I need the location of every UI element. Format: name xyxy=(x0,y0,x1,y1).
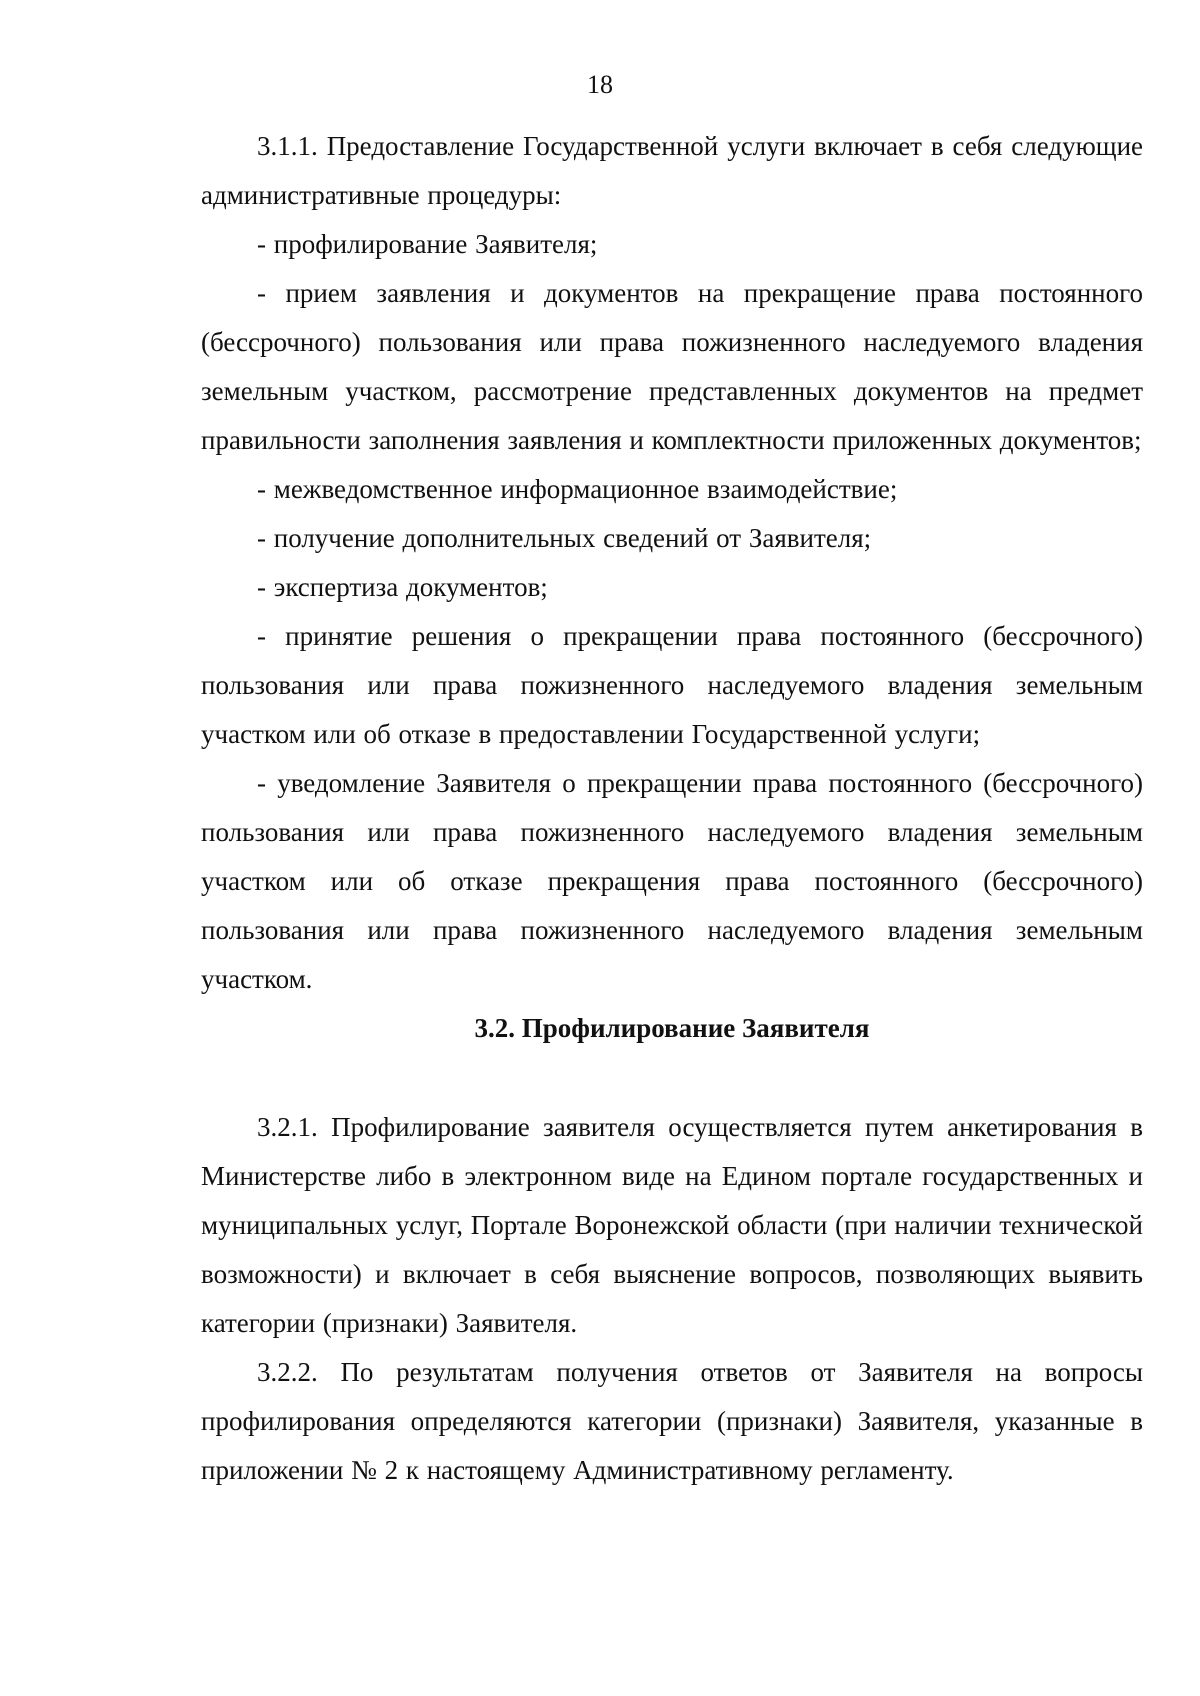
page-number: 18 xyxy=(587,70,613,99)
list-item-profiling: - профилирование Заявителя; xyxy=(257,229,598,259)
paragraph-3-2-2: 3.2.2. По результатам получения ответов от Заявителя на вопросы профилирования определяются категории (признаки) Заявителя, указанные в приложении № 2 к настоящему Административному регламенту. xyxy=(201,1357,1143,1485)
list-item-interagency-interaction: - межведомственное информационное взаимодействие; xyxy=(257,474,898,504)
list-item-document-expertise: - экспертиза документов; xyxy=(257,572,548,602)
document-body xyxy=(201,122,1143,1495)
heading-spacer xyxy=(201,1053,1143,1103)
paragraph-3-2-1: 3.2.1. Профилирование заявителя осуществляется путем анкетирования в Министерстве либо в электронном виде на Едином портале государственных и муниципальных услуг, Портале Воронежской области (при наличии технической возможности) и включает в себя выяснение вопросов, позволяющих выявить категории (признаки) Заявителя. xyxy=(201,1112,1143,1338)
section-heading-3-2: 3.2. Профилирование Заявителя xyxy=(474,1013,870,1043)
list-item-additional-info: - получение дополнительных сведений от Заявителя; xyxy=(257,523,872,553)
list-item-decision: - принятие решения о прекращении права постоянного (бессрочного) пользования или права пожизненного наследуемого владения земельным участком или об отказе в предоставлении Государственной услуги; xyxy=(201,621,1143,749)
list-item-application-intake: - прием заявления и документов на прекращение права постоянного (бессрочного) пользования или права пожизненного наследуемого владения земельным участком, рассмотрение представленных документов на предмет правильности заполнения заявления и комплектности приложенных документов; xyxy=(201,278,1143,455)
list-item-notification: - уведомление Заявителя о прекращении права постоянного (бессрочного) пользования или права пожизненного наследуемого владения земельным участком или об отказе прекращения права постоянного (бессрочного) пользования или права пожизненного наследуемого владения земельным участком. xyxy=(201,768,1143,994)
paragraph-3-1-1: 3.1.1. Предоставление Государственной услуги включает в себя следующие административные процедуры: xyxy=(201,131,1143,210)
